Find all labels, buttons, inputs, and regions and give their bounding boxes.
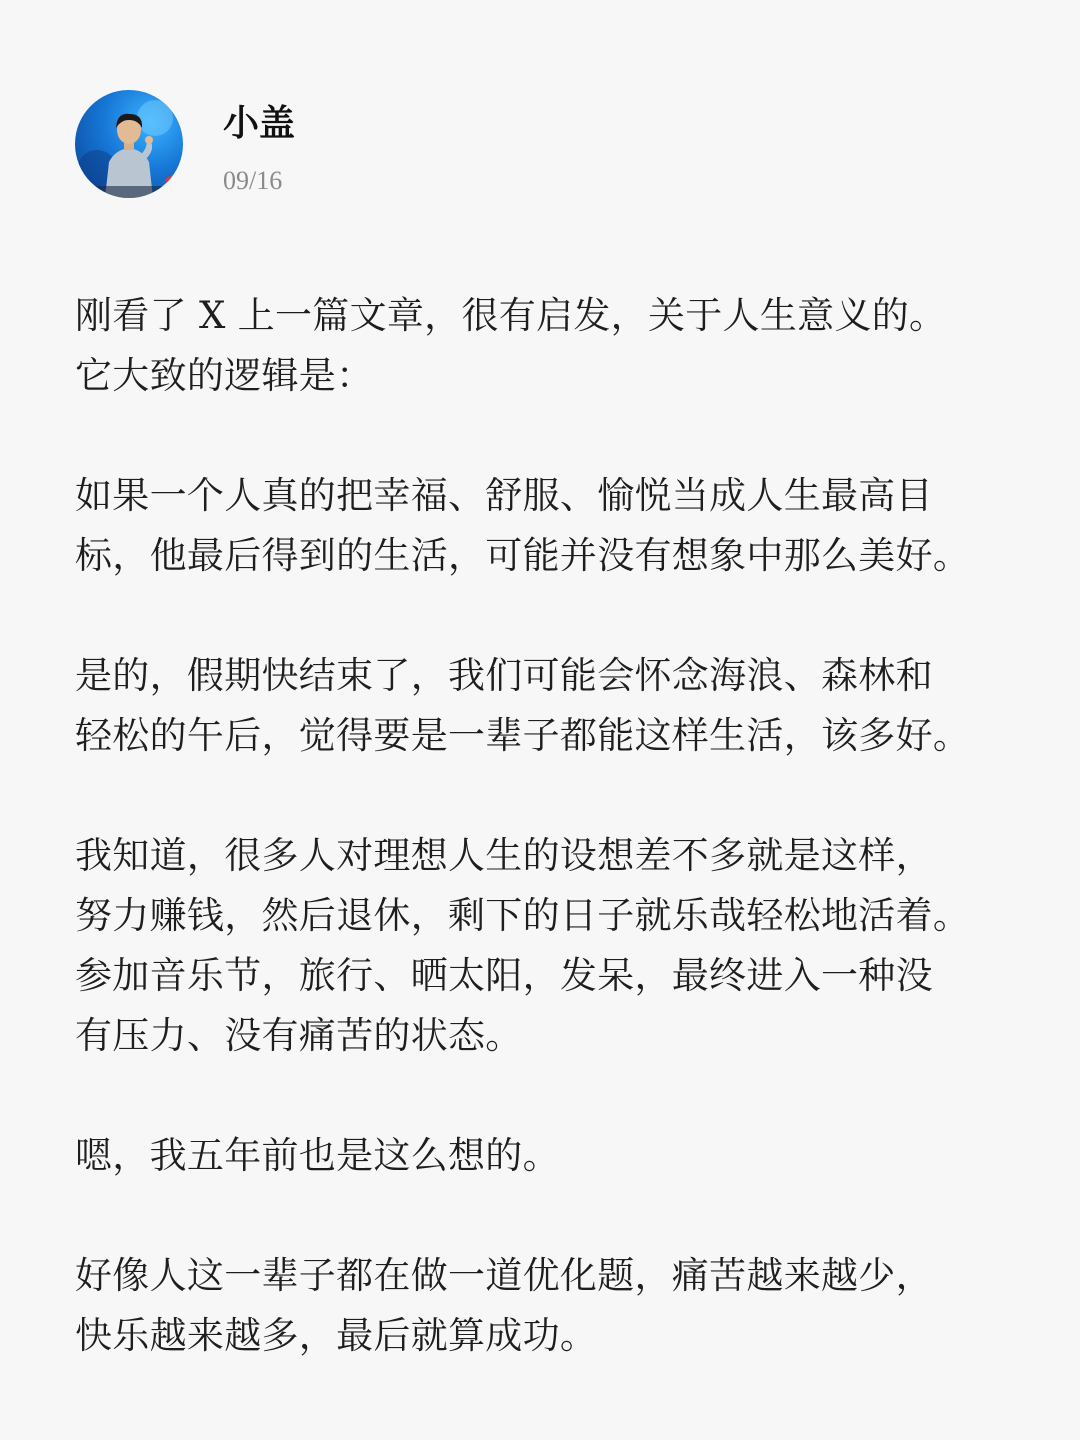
post-header	[75, 90, 1005, 200]
text-line: 有压力、没有痛苦的状态。	[75, 1014, 523, 1057]
paragraph-1	[75, 286, 1015, 406]
text-line: 是的，假期快结束了，我们可能会怀念海浪、森林和	[75, 654, 933, 697]
article-body	[75, 286, 1015, 1426]
paragraph-3	[75, 646, 1015, 766]
author-name[interactable]: 小盖	[223, 103, 296, 144]
text-line: 好像人这一辈子都在做一道优化题，痛苦越来越少，	[75, 1254, 933, 1297]
text-line: 它大致的逻辑是：	[75, 354, 374, 397]
text-line: 嗯，我五年前也是这么想的。	[75, 1134, 560, 1177]
text-line: 标，他最后得到的生活，可能并没有想象中那么美好。	[75, 534, 971, 577]
paragraph-4	[75, 826, 1015, 1066]
paragraph-5	[75, 1126, 1015, 1186]
paragraph-6	[75, 1246, 1015, 1366]
text-line: 努力赚钱，然后退休，剩下的日子就乐哉轻松地活着。	[75, 894, 971, 937]
text-line: 参加音乐节，旅行、晒太阳，发呆，最终进入一种没	[75, 954, 933, 997]
text-line: 我知道，很多人对理想人生的设想差不多就是这样，	[75, 834, 933, 877]
post-date: 09/16	[223, 166, 283, 195]
text-line: 如果一个人真的把幸福、舒服、愉悦当成人生最高目	[75, 474, 933, 517]
text-line: 刚看了 X 上一篇文章，很有启发，关于人生意义的。	[75, 294, 947, 337]
text-line: 快乐越来越多，最后就算成功。	[75, 1314, 598, 1357]
author-avatar[interactable]	[75, 90, 183, 198]
paragraph-2	[75, 466, 1015, 586]
text-line: 轻松的午后，觉得要是一辈子都能这样生活，该多好。	[75, 714, 971, 757]
avatar-photo-icon	[75, 90, 183, 198]
